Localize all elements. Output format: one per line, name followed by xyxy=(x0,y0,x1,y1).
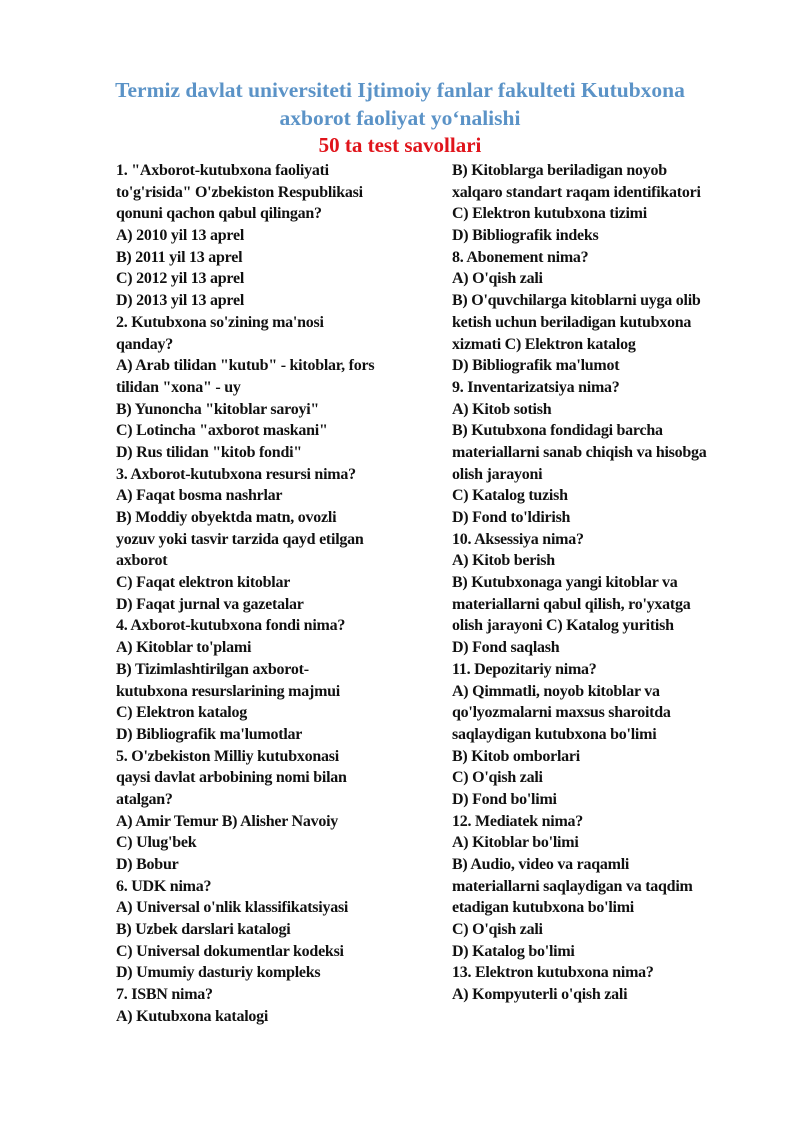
text-line: B) Kutubxonaga yangi kitoblar va xyxy=(452,574,678,592)
text-line: B) 2011 yil 13 aprel xyxy=(116,248,243,266)
text-line: D) Bibliografik ma'lumotlar xyxy=(116,725,303,743)
text-line: A) 2010 yil 13 aprel xyxy=(116,227,245,245)
text-line: to'g'risida" O'zbekiston Respublikasi xyxy=(116,183,363,201)
text-line: A) Kompyuterli o'qish zali xyxy=(452,986,628,1004)
text-line: B) Audio, video va raqamli xyxy=(452,856,630,873)
text-line: 4. Axborot-kutubxona fondi nima? xyxy=(116,617,346,635)
text-line: 6. UDK nima? xyxy=(116,877,212,895)
text-line: 1. "Axborot-kutubxona faoliyati xyxy=(116,162,329,179)
text-line: C) 2012 yil 13 aprel xyxy=(116,270,245,288)
text-line: A) Kutubxona katalogi xyxy=(116,1007,269,1025)
text-line: D) Bibliografik ma'lumot xyxy=(452,357,620,375)
text-line: 3. Axborot-kutubxona resursi nima? xyxy=(116,465,356,483)
text-line: B) O'quvchilarga kitoblarni uyga olib xyxy=(452,292,701,310)
text-line: 10. Aksessiya nima? xyxy=(452,530,584,548)
text-line: olish jarayoni C) Katalog yuritish xyxy=(452,617,674,635)
text-line: A) Amir Temur B) Alisher Navoiy xyxy=(116,812,339,830)
text-line: B) Kitoblarga beriladigan noyob xyxy=(452,162,667,179)
text-line: atalgan? xyxy=(116,790,173,808)
text-line: C) Lotincha "axborot maskani" xyxy=(116,422,328,440)
text-line: axborot xyxy=(116,552,168,570)
text-line: yozuv yoki tasvir tarzida qayd etilgan xyxy=(116,530,364,548)
text-line: materiallarni sanab chiqish va hisobga xyxy=(452,443,707,461)
text-line: D) Umumiy dasturiy kompleks xyxy=(116,964,321,982)
text-line: B) Uzbek darslari katalogi xyxy=(116,921,291,939)
text-line: A) Kitoblar bo'limi xyxy=(452,834,579,852)
text-line: A) Kitoblar to'plami xyxy=(116,639,252,657)
text-line: xalqaro standart raqam identifikatori xyxy=(452,183,701,201)
title-line-1: Termiz davlat universiteti Ijtimoiy fanlar fakulteti Kutubxona xyxy=(115,78,685,102)
text-line: A) Faqat bosma nashrlar xyxy=(116,487,283,505)
text-line: D) Rus tilidan "kitob fondi" xyxy=(116,443,302,461)
text-line: A) Kitob sotish xyxy=(452,400,552,418)
text-line: B) Moddiy obyektda matn, ovozli xyxy=(116,509,337,526)
text-line: qanday? xyxy=(116,335,173,353)
text-line: A) O'qish zali xyxy=(452,270,543,288)
text-line: D) Bibliografik indeks xyxy=(452,227,599,245)
text-line: D) Faqat jurnal va gazetalar xyxy=(116,595,304,613)
document-title xyxy=(60,76,740,132)
text-line: D) Katalog bo'limi xyxy=(452,942,575,960)
text-line: D) Bobur xyxy=(116,856,179,873)
text-line: C) Faqat elektron kitoblar xyxy=(116,574,291,592)
text-line: saqlaydigan kutubxona bo'limi xyxy=(452,725,657,743)
text-line: B) Kitob omborlari xyxy=(452,747,580,765)
text-line: 8. Abonement nima? xyxy=(452,248,589,266)
text-line: materiallarni qabul qilish, ro'yxatga xyxy=(452,595,691,613)
text-line: 2. Kutubxona so'zining ma'nosi xyxy=(116,313,324,331)
text-line: C) Katalog tuzish xyxy=(452,487,568,505)
text-line: qo'lyozmalarni maxsus sharoitda xyxy=(452,704,671,722)
text-line: C) O'qish zali xyxy=(452,769,543,787)
text-line: etadigan kutubxona bo'limi xyxy=(452,899,634,917)
document-subtitle: 50 ta test savollari xyxy=(318,133,482,157)
text-line: C) O'qish zali xyxy=(452,921,543,939)
text-line: A) Arab tilidan "kutub" - kitoblar, fors xyxy=(116,357,375,375)
text-line: C) Universal dokumentlar kodeksi xyxy=(116,942,344,960)
text-line: D) Fond bo'limi xyxy=(452,790,557,808)
text-line: B) Kutubxona fondidagi barcha xyxy=(452,422,663,440)
text-line: D) Fond saqlash xyxy=(452,639,560,657)
text-line: A) Kitob berish xyxy=(452,552,555,570)
text-line: ketish uchun beriladigan kutubxona xyxy=(452,313,692,331)
text-line: D) 2013 yil 13 aprel xyxy=(116,292,245,310)
text-line: C) Elektron katalog xyxy=(116,704,247,722)
text-line: C) Elektron kutubxona tizimi xyxy=(452,205,647,223)
text-line: C) Ulug'bek xyxy=(116,834,197,852)
text-line: xizmati C) Elektron katalog xyxy=(452,335,636,353)
text-line: A) Qimmatli, noyob kitoblar va xyxy=(452,682,660,700)
text-line: kutubxona resurslarining majmui xyxy=(116,682,340,700)
left-column xyxy=(116,160,416,1028)
text-line: materiallarni saqlaydigan va taqdim xyxy=(452,877,693,895)
text-line: 12. Mediatek nima? xyxy=(452,812,584,830)
text-line: qaysi davlat arbobining nomi bilan xyxy=(116,769,347,787)
text-line: D) Fond to'ldirish xyxy=(452,509,571,526)
text-line: A) Universal o'nlik klassifikatsiyasi xyxy=(116,899,349,917)
text-line: B) Tizimlashtirilgan axborot- xyxy=(116,660,309,678)
text-line: 11. Depozitariy nima? xyxy=(452,660,597,678)
right-column xyxy=(452,160,752,1006)
text-line: 13. Elektron kutubxona nima? xyxy=(452,964,654,982)
text-line: 5. O'zbekiston Milliy kutubxonasi xyxy=(116,747,339,765)
text-line: 9. Inventarizatsiya nima? xyxy=(452,378,620,396)
text-line: olish jarayoni xyxy=(452,465,543,483)
text-line: qonuni qachon qabul qilingan? xyxy=(116,205,322,223)
text-line: tilidan "xona" - uy xyxy=(116,378,241,396)
text-line: B) Yunoncha "kitoblar saroyi" xyxy=(116,400,320,418)
title-line-2: axborot faoliyat yo‘nalishi xyxy=(279,106,521,130)
text-line: 7. ISBN nima? xyxy=(116,986,213,1004)
